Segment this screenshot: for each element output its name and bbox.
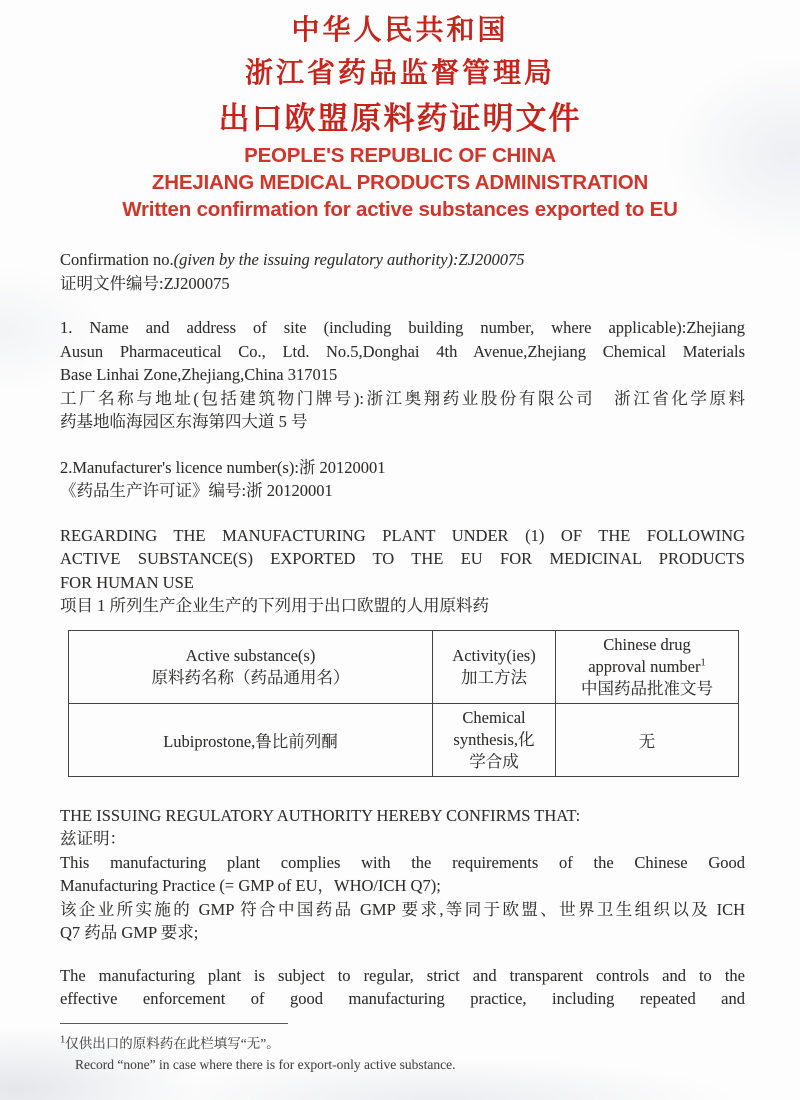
header-active-substance xyxy=(69,630,433,703)
title-cn-document: 出口欧盟原料药证明文件 xyxy=(218,101,582,136)
site-line-5-cn: 药基地临海园区东海第四大道 5 号 xyxy=(60,412,308,431)
document-header xyxy=(0,0,800,223)
site-line-4-cn: 工厂名称与地址(包括建筑物门牌号):浙江奥翔药业股份有限公司 浙江省化学原料 xyxy=(60,388,745,408)
header-approval-line-1: Chinese drug xyxy=(603,634,691,654)
confirms-gmp-line-3-cn: 该企业所实施的 GMP 符合中国药品 GMP 要求,等同于欧盟、世界卫生组织以及 ICH xyxy=(60,899,745,919)
regarding-line-3: FOR HUMAN USE xyxy=(60,572,194,592)
document-body xyxy=(0,248,800,1075)
title-en-country: PEOPLE'S REPUBLIC OF CHINA xyxy=(244,144,556,167)
header-activity-cn: 加工方法 xyxy=(461,667,527,687)
controls-line-2: effective enforcement of good manufacturing practice, including repeated and xyxy=(60,989,745,1008)
licence-line-cn: 《药品生产许可证》编号:浙 20120001 xyxy=(60,481,333,500)
cell-substance-name: Lubiprostone,鲁比前列酮 xyxy=(69,703,433,776)
title-cn-country: 中华人民共和国 xyxy=(291,15,509,46)
confirmation-label: Confirmation no. xyxy=(60,250,174,269)
header-active-substance-cn: 原料药名称（药品通用名） xyxy=(151,667,350,687)
header-approval-line-2: approval number$^1$ xyxy=(588,656,706,676)
cell-activity-line-2: synthesis,化 xyxy=(453,729,535,749)
confirmation-number-section xyxy=(60,248,745,295)
header-approval-cn: 中国药品批准文号 xyxy=(581,678,713,698)
footnote-line-cn: $^1$仅供出口的原料药在此栏填写“无”。 xyxy=(60,1034,280,1051)
table-header-row xyxy=(69,630,739,703)
site-name-address-section xyxy=(60,316,745,434)
authority-confirms-section xyxy=(60,804,745,945)
site-line-3: Base Linhai Zone,Zhejiang,China 317015 xyxy=(60,365,338,384)
title-en-authority: ZHEJIANG MEDICAL PRODUCTS ADMINISTRATION xyxy=(151,171,649,194)
header-approval-number xyxy=(556,630,739,703)
confirms-gmp-line-1: This manufacturing plant complies with the requirements of the Chinese Good xyxy=(60,852,745,872)
site-line-1: 1. Name and address of site (including building number, where applicable):Zhejiang xyxy=(60,318,745,337)
confirmation-value-italic: (given by the issuing regulatory authority):ZJ200075 xyxy=(173,250,525,269)
confirms-heading-en: THE ISSUING REGULATORY AUTHORITY HEREBY CONFIRMS THAT: xyxy=(60,805,581,825)
site-line-2: Ausun Pharmaceutical Co., Ltd. No.5,Donghai 4th Avenue,Zhejiang Chemical Materials xyxy=(60,341,745,361)
licence-number-section xyxy=(60,456,745,503)
footnote-reference-marker: 1 xyxy=(700,657,706,668)
header-activity-en: Activity(ies) xyxy=(452,645,536,665)
regarding-line-2: ACTIVE SUBSTANCE(S) EXPORTED TO THE EU FOR MEDICINAL PRODUCTS xyxy=(60,549,745,568)
confirmation-number-line-cn: 证明文件编号:ZJ200075 xyxy=(60,273,230,293)
title-cn-authority: 浙江省药品监督管理局 xyxy=(244,58,555,89)
confirms-gmp-line-2: Manufacturing Practice (= GMP of EU，WHO/ICH Q7); xyxy=(60,876,441,895)
controls-paragraph-section xyxy=(60,964,745,1011)
licence-line-en: 2.Manufacturer's licence number(s):浙 20120001 xyxy=(60,457,386,477)
confirms-gmp-line-4-cn: Q7 药品 GMP 要求; xyxy=(60,923,199,942)
regarding-statement-section xyxy=(60,524,745,618)
footnote-marker: 1 xyxy=(60,1034,66,1045)
cell-approval-number: 无 xyxy=(556,703,739,776)
header-active-substance-en: Active substance(s) xyxy=(185,645,316,665)
footnote-separator-rule xyxy=(60,1023,288,1024)
footnote-line-en: Record “none” in case where there is for export-only active substance. xyxy=(75,1056,456,1072)
regarding-line-4-cn: 项目 1 所列生产企业生产的下列用于出口欧盟的人用原料药 xyxy=(60,596,489,615)
confirms-heading-cn: 兹证明： xyxy=(60,829,126,848)
footnote-section xyxy=(60,1033,745,1075)
table-row xyxy=(69,703,739,776)
cell-activity xyxy=(433,703,556,776)
cell-activity-line-3: 学合成 xyxy=(469,751,519,771)
confirmation-number-line-en xyxy=(60,248,745,272)
active-substance-table xyxy=(68,630,739,777)
header-activity xyxy=(433,630,556,703)
title-en-document: Written confirmation for active substances exported to EU xyxy=(122,198,678,221)
regarding-line-1: REGARDING THE MANUFACTURING PLANT UNDER (1) OF THE FOLLOWING xyxy=(60,525,745,545)
controls-line-1: The manufacturing plant is subject to regular, strict and transparent controls and to the xyxy=(60,965,745,985)
cell-activity-line-1: Chemical xyxy=(462,707,526,727)
